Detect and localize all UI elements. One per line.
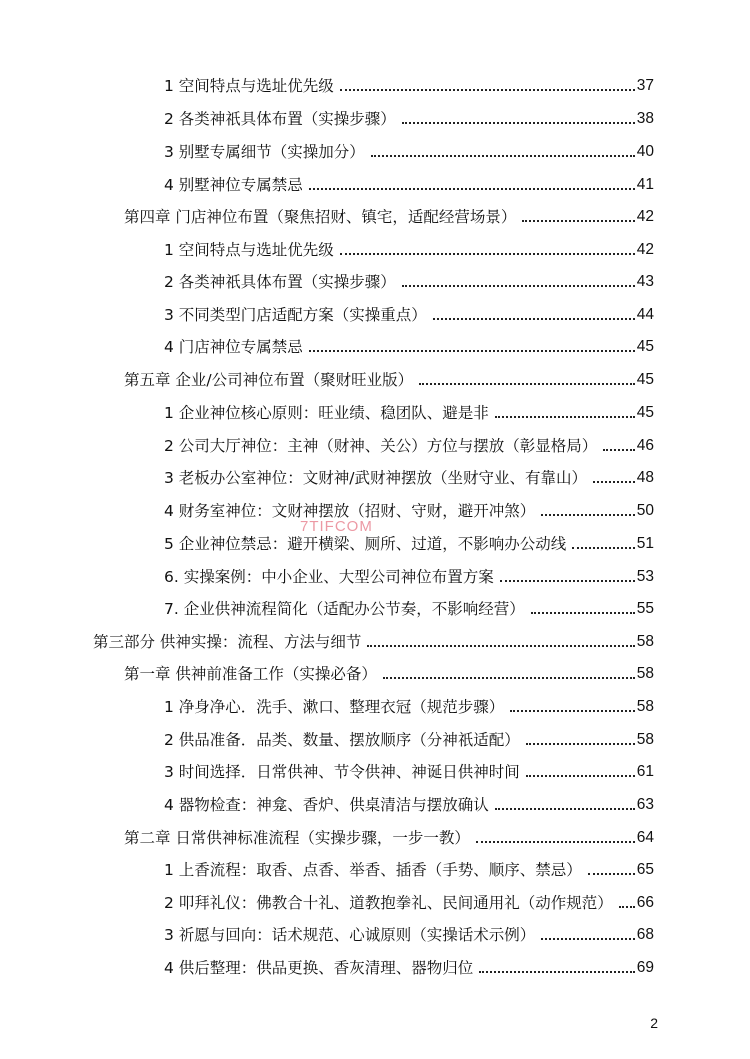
toc-entry[interactable]: [164, 495, 654, 521]
toc-entry[interactable]: [164, 854, 654, 880]
dot-leader: [495, 808, 635, 810]
toc-entry-title: 3 不同类型门店适配方案（实操重点）: [164, 306, 427, 324]
toc-entry-part[interactable]: [93, 626, 654, 652]
toc-entry-page: 65: [636, 861, 654, 878]
toc-entry[interactable]: [164, 266, 654, 292]
toc-entry-page: 63: [636, 796, 654, 813]
toc-entry-title: 4 供后整理：供品更换、香灰清理、器物归位: [164, 959, 474, 977]
toc-entry-page: 42: [636, 208, 654, 225]
toc-entry-page: 38: [636, 110, 654, 127]
toc-entry[interactable]: [164, 952, 654, 978]
toc-entry-page: 61: [636, 763, 654, 780]
toc-entry[interactable]: [164, 136, 654, 162]
dot-leader: [526, 775, 635, 777]
toc-entry-page: 64: [636, 829, 654, 846]
toc-entry-title: 1 空间特点与选址优先级: [164, 241, 334, 259]
toc-entry-page: 46: [636, 437, 654, 454]
toc-entry-title: 4 财务室神位：文财神摆放（招财、守财，避开冲煞）: [164, 502, 536, 520]
toc-entry[interactable]: [164, 397, 654, 423]
toc-entry[interactable]: [164, 103, 654, 129]
dot-leader: [367, 645, 634, 647]
toc-entry-page: 69: [636, 959, 654, 976]
toc-entry-title: 第四章 门店神位布置（聚焦招财、镇宅，适配经营场景）: [124, 208, 517, 226]
page-number: 2: [650, 1015, 658, 1031]
toc-entry[interactable]: [164, 331, 654, 357]
toc-entry-title: 2 各类神祇具体布置（实操步骤）: [164, 273, 396, 291]
toc-entry-page: 58: [636, 665, 654, 682]
dot-leader: [522, 220, 634, 222]
dot-leader: [500, 580, 635, 582]
toc-entry[interactable]: [164, 919, 654, 945]
dot-leader: [572, 547, 634, 549]
toc-entry-page: 55: [636, 600, 654, 617]
toc-entry-title: 3 别墅专属细节（实操加分）: [164, 143, 365, 161]
toc-entry-page: 48: [636, 469, 654, 486]
toc-entry-page: 45: [636, 338, 654, 355]
dot-leader: [402, 285, 635, 287]
toc-entry-chapter[interactable]: [124, 364, 654, 390]
dot-leader: [541, 938, 634, 940]
dot-leader: [402, 122, 635, 124]
dot-leader: [619, 906, 635, 908]
dot-leader: [371, 155, 635, 157]
toc-entry-title: 3 祈愿与回向：话术规范、心诚原则（实操话术示例）: [164, 926, 536, 944]
toc-entry-title: 2 公司大厅神位：主神（财神、关公）方位与摆放（彰显格局）: [164, 437, 598, 455]
toc-entry[interactable]: [164, 756, 654, 782]
toc-entry-page: 51: [636, 535, 654, 552]
toc-entry-page: 58: [636, 698, 654, 715]
toc-entry-title: 1 空间特点与选址优先级: [164, 77, 334, 95]
toc-entry-title: 第五章 企业/公司神位布置（聚财旺业版）: [124, 371, 414, 389]
toc-entry-title: 第一章 供神前准备工作（实操必备）: [124, 665, 377, 683]
dot-leader: [433, 318, 635, 320]
toc-entry-page: 45: [636, 371, 654, 388]
toc-entry[interactable]: [164, 561, 654, 587]
dot-leader: [526, 743, 635, 745]
toc-entry-page: 40: [636, 143, 654, 160]
toc-entry[interactable]: [164, 462, 654, 488]
dot-leader: [495, 416, 635, 418]
toc-entry-chapter[interactable]: [124, 822, 654, 848]
dot-leader: [383, 677, 635, 679]
toc-entry-title: 第二章 日常供神标准流程（实操步骤，一步一教）: [124, 829, 470, 847]
toc-entry[interactable]: [164, 593, 654, 619]
dot-leader: [541, 514, 634, 516]
toc-entry-page: 50: [636, 502, 654, 519]
toc-entry-chapter[interactable]: [124, 658, 654, 684]
dot-leader: [419, 383, 635, 385]
dot-leader: [476, 841, 635, 843]
dot-leader: [309, 350, 635, 352]
toc-entry-title: 2 叩拜礼仪：佛教合十礼、道教抱拳礼、民间通用礼（动作规范）: [164, 894, 613, 912]
toc-entry[interactable]: [164, 299, 654, 325]
toc-entry-title: 5 企业神位禁忌：避开横梁、厕所、过道，不影响办公动线: [164, 535, 567, 553]
toc-entry-page: 41: [636, 176, 654, 193]
dot-leader: [603, 449, 634, 451]
toc-entry-title: 第三部分 供神实操：流程、方法与细节: [93, 633, 362, 651]
toc-entry-page: 68: [636, 926, 654, 943]
toc-entry[interactable]: [164, 691, 654, 717]
dot-leader: [510, 710, 634, 712]
toc-entry-title: 4 门店神位专属禁忌: [164, 338, 303, 356]
toc-entry[interactable]: [164, 234, 654, 260]
toc-entry-page: 42: [636, 241, 654, 258]
toc-entry-title: 6. 实操案例：中小企业、大型公司神位布置方案: [164, 568, 494, 586]
toc-entry-page: 53: [636, 568, 654, 585]
dot-leader: [340, 89, 635, 91]
toc-entry[interactable]: [164, 70, 654, 96]
toc-entry-title: 2 各类神祇具体布置（实操步骤）: [164, 110, 396, 128]
toc-entry[interactable]: [164, 887, 654, 913]
toc-entry-page: 44: [636, 306, 654, 323]
toc-entry-page: 45: [636, 404, 654, 421]
toc-entry[interactable]: [164, 169, 654, 195]
toc-entry-title: 2 供品准备．品类、数量、摆放顺序（分神祇适配）: [164, 731, 520, 749]
toc-entry-title: 3 老板办公室神位：文财神/武财神摆放（坐财守业、有靠山）: [164, 469, 588, 487]
dot-leader: [340, 253, 635, 255]
toc-entry-page: 43: [636, 273, 654, 290]
toc-entry-chapter[interactable]: [124, 201, 654, 227]
dot-leader: [479, 971, 634, 973]
toc-entry-title: 3 时间选择．日常供神、节令供神、神诞日供神时间: [164, 763, 520, 781]
toc-entry[interactable]: [164, 430, 654, 456]
toc-entry-page: 58: [636, 731, 654, 748]
toc-entry-title: 1 上香流程：取香、点香、举香、插香（手势、顺序、禁忌）: [164, 861, 582, 879]
toc-entry[interactable]: [164, 528, 654, 554]
dot-leader: [588, 873, 635, 875]
toc-entry-title: 1 企业神位核心原则：旺业绩、稳团队、避是非: [164, 404, 489, 422]
toc-entry-title: 1 净身净心．洗手、漱口、整理衣冠（规范步骤）: [164, 698, 505, 716]
toc-entry-page: 37: [636, 77, 654, 94]
dot-leader: [309, 188, 635, 190]
dot-leader: [593, 481, 635, 483]
dot-leader: [531, 612, 635, 614]
toc-entry[interactable]: [164, 789, 654, 815]
toc-entry-title: 4 器物检查：神龛、香炉、供桌清洁与摆放确认: [164, 796, 489, 814]
watermark: 7TIFCOM: [300, 518, 373, 535]
toc-entry-page: 66: [636, 894, 654, 911]
toc-entry-title: 7. 企业供神流程简化（适配办公节奏，不影响经营）: [164, 600, 525, 618]
toc-entry-page: 58: [636, 633, 654, 650]
toc-entry-title: 4 别墅神位专属禁忌: [164, 176, 303, 194]
toc-entry[interactable]: [164, 724, 654, 750]
